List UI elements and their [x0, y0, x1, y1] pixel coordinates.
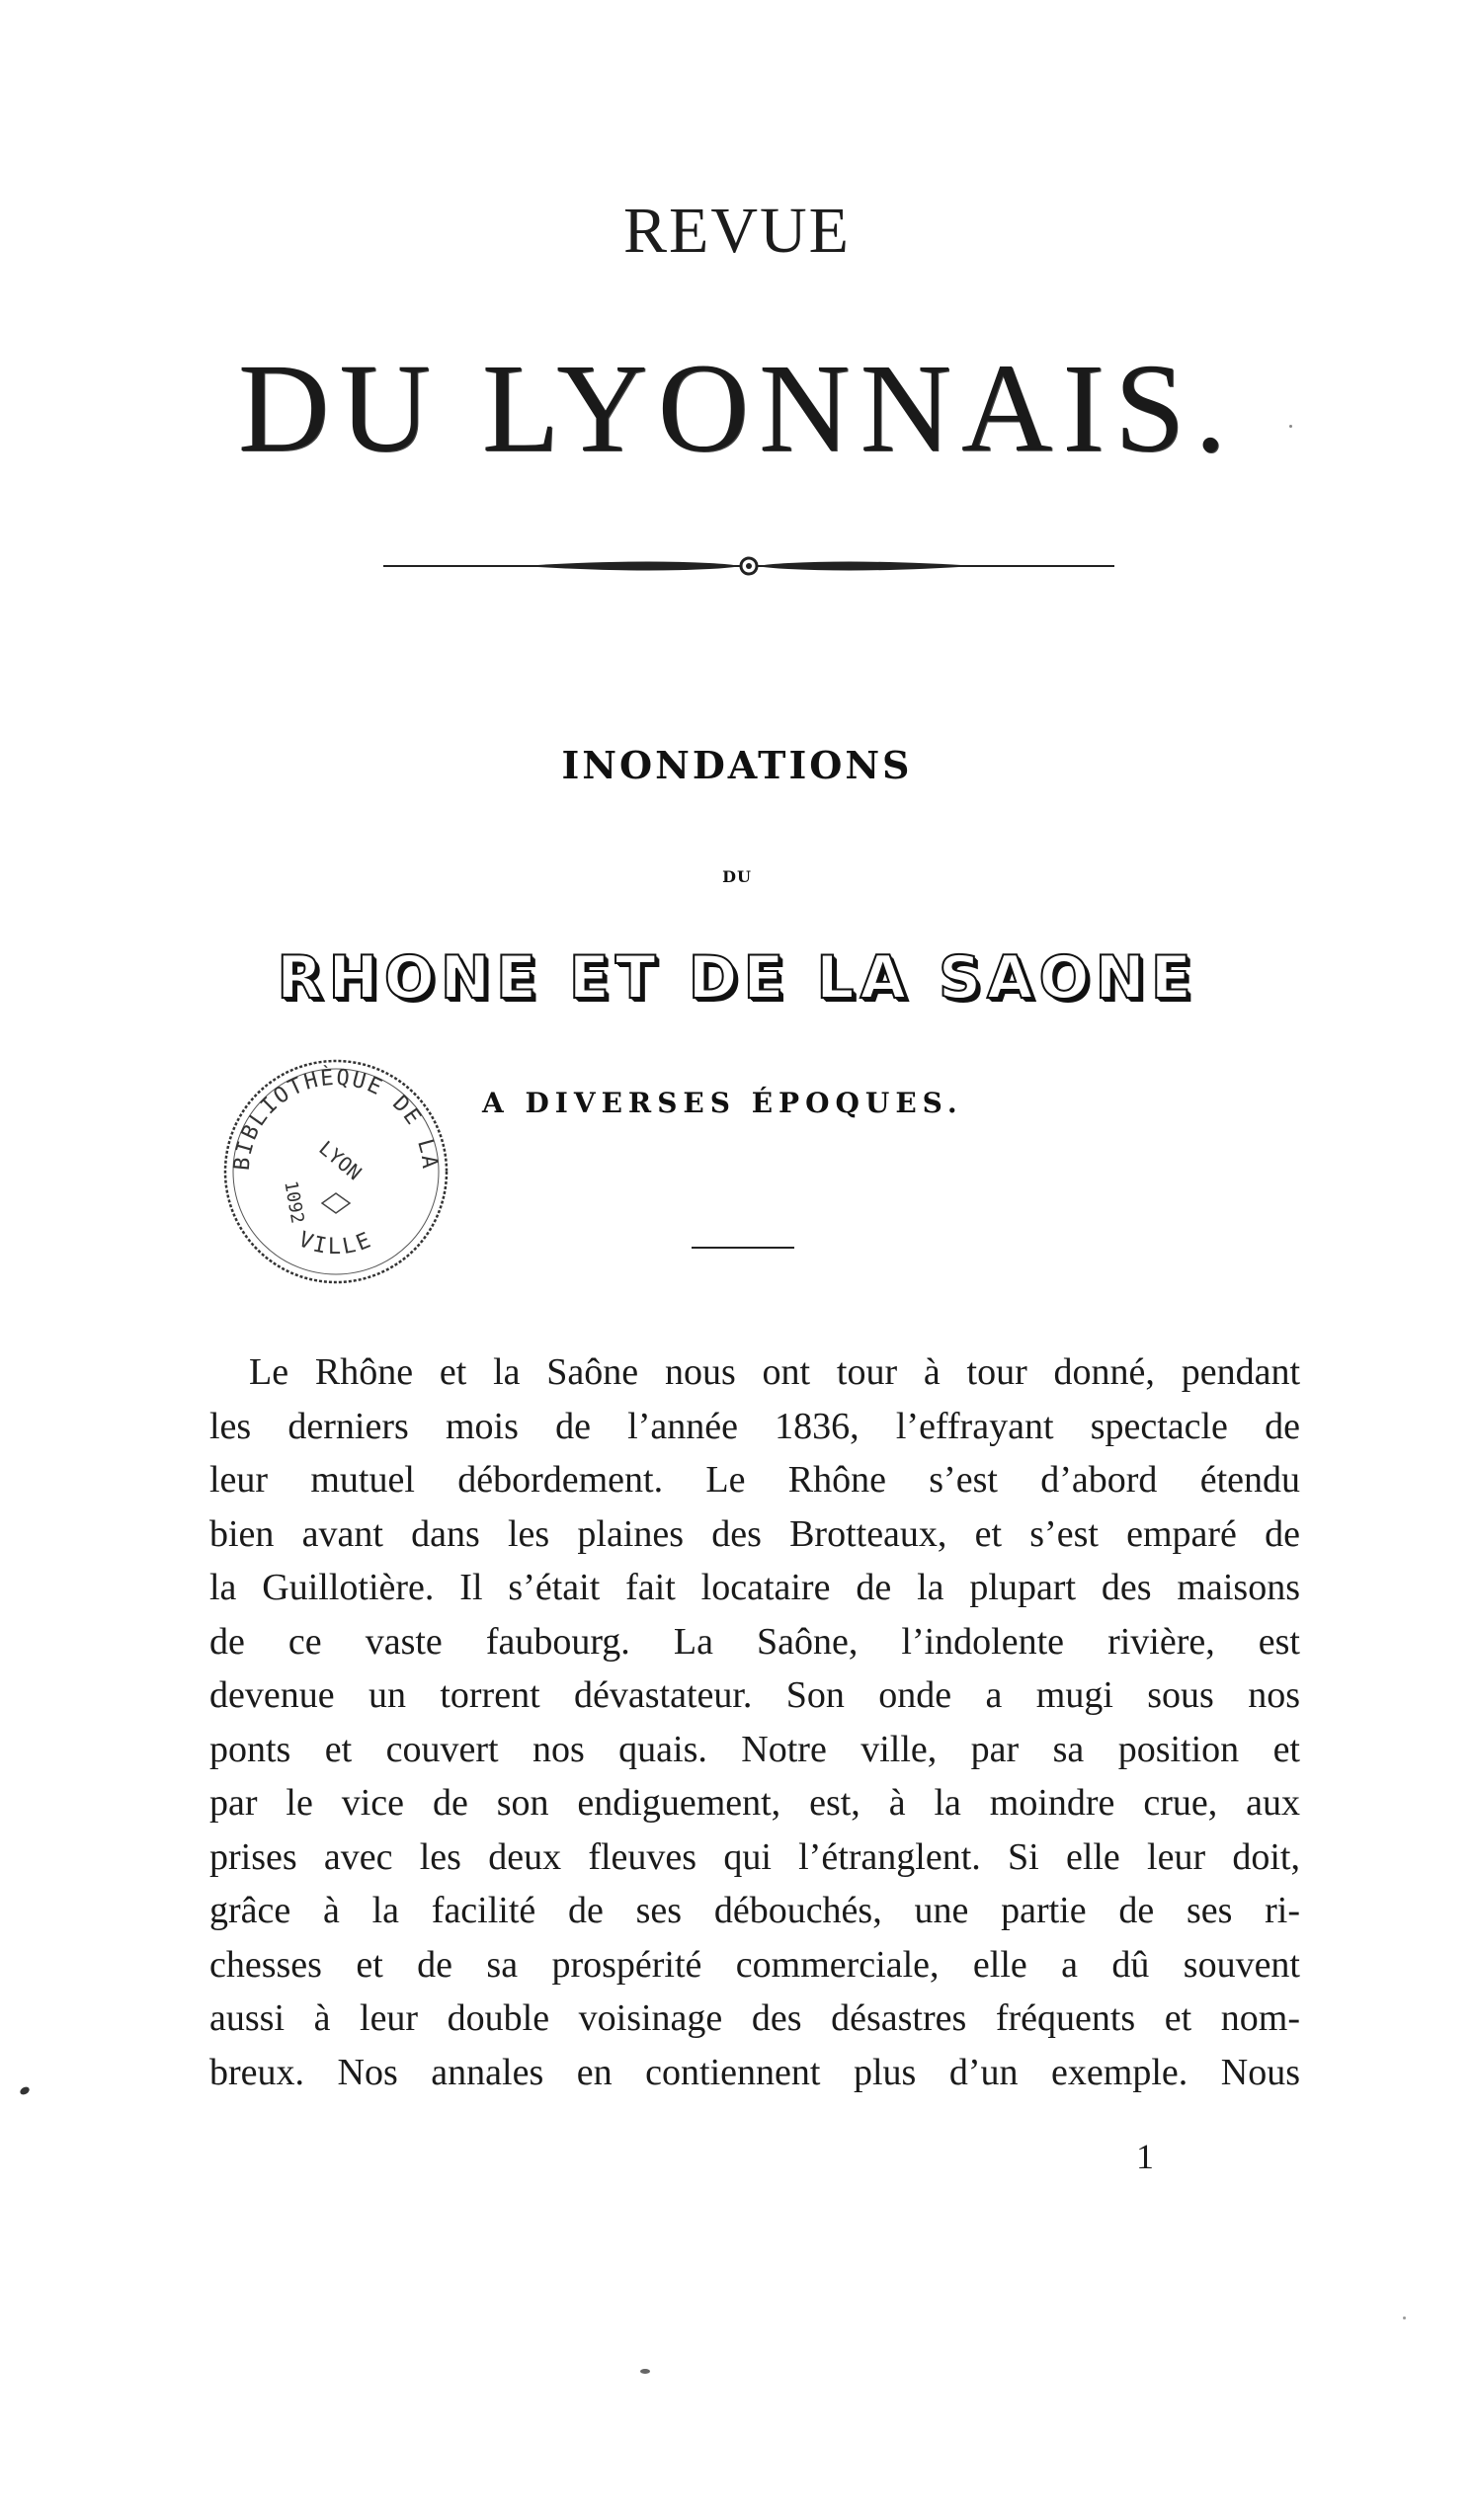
- body-line: grâce à la facilité de ses débouchés, une partie de ses ri-: [209, 1890, 1300, 1931]
- body-line: chesses et de sa prospérité commerciale, elle a dû souvent: [209, 1943, 1300, 1986]
- body-line: de ce vaste faubourg. La Saône, l’indolente rivière, est: [209, 1620, 1300, 1663]
- journal-title: DU LYONNAIS.: [237, 338, 1237, 478]
- svg-text:VILLE: [295, 1227, 377, 1260]
- ink-speck: [1289, 425, 1292, 428]
- stamp-number: 1092: [280, 1179, 308, 1226]
- article-subtitle: A DIVERSES ÉPOQUES.: [482, 1087, 963, 1119]
- body-line: ponts et couvert nos quais. Notre ville, par sa position et: [209, 1728, 1300, 1770]
- article-rivers-title: RHONE ET DE LA SAONE: [277, 943, 1197, 1013]
- body-line: Le Rhône et la Saône nous ont tour à tour donné, pendant: [249, 1351, 1300, 1393]
- library-stamp: [219, 1055, 452, 1288]
- body-line: prises avec les deux fleuves qui l’étranglent. Si elle leur doit,: [209, 1835, 1300, 1878]
- section-rule: [692, 1247, 794, 1249]
- article-connector: DU: [722, 867, 752, 886]
- page-number: 1: [1136, 2137, 1154, 2176]
- body-line: les derniers mois de l’année 1836, l’effrayant spectacle de: [209, 1405, 1300, 1447]
- ink-speck: [640, 2369, 650, 2374]
- journal-header: REVUE: [623, 195, 851, 267]
- ink-speck: [19, 2085, 31, 2096]
- stamp-text-top: BIBLIOTHÈQUE DE LA: [229, 1065, 443, 1172]
- ornament-divider: [383, 551, 1114, 581]
- body-paragraph: [209, 1345, 1300, 2099]
- body-line: aussi à leur double voisinage des désastres fréquents et nom-: [209, 1997, 1300, 2039]
- body-line: la Guillotière. Il s’était fait locataire de la plupart des maisons: [209, 1567, 1300, 1608]
- body-line: bien avant dans les plaines des Brotteaux, et s’est emparé de: [209, 1512, 1300, 1555]
- article-title: INONDATIONS: [561, 743, 913, 787]
- body-line: par le vice de son endiguement, est, à la moindre crue, aux: [209, 1782, 1300, 1824]
- body-line: leur mutuel débordement. Le Rhône s’est d’abord étendu: [209, 1459, 1300, 1501]
- body-line: devenue un torrent dévastateur. Son onde a mugi sous nos: [209, 1674, 1300, 1716]
- ink-speck: [1403, 2317, 1406, 2319]
- body-line: breux. Nos annales en contiennent plus d’un exemple. Nous: [209, 2051, 1300, 2093]
- stamp-center-text: LYON: [314, 1135, 367, 1185]
- stamp-text-bottom: VILLE: [294, 1227, 377, 1260]
